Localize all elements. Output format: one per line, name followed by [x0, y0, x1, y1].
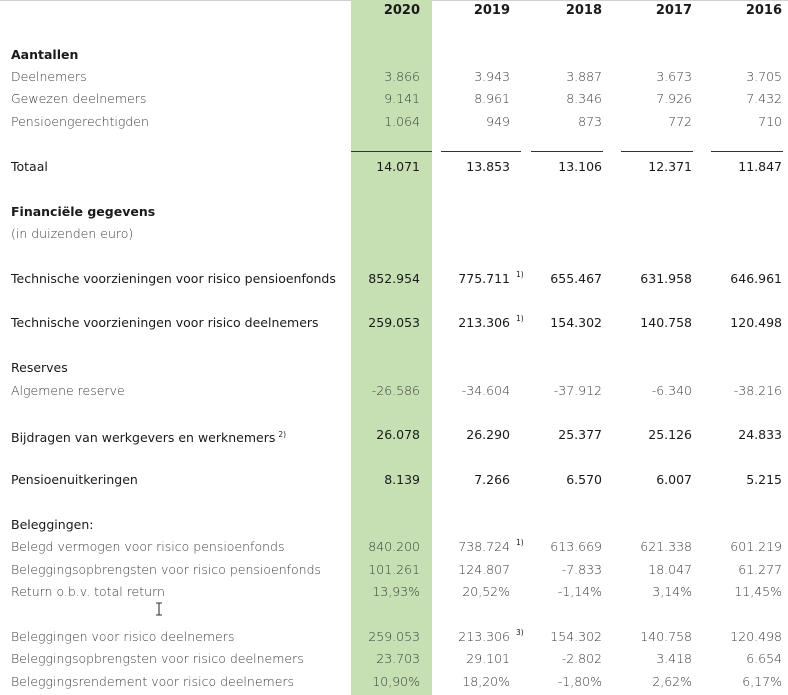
- value-2018: 8.346: [566, 91, 602, 106]
- value-2020: -26.586: [371, 383, 420, 398]
- value-2019: 124.807: [458, 562, 510, 577]
- row-pensioengerechtigden: [0, 111, 788, 133]
- value-2016: 646.961: [730, 271, 782, 286]
- row-tv-deelnemers: [0, 312, 788, 334]
- value-2016: 61.277: [738, 562, 782, 577]
- row-label: Pensioenuitkeringen: [11, 472, 138, 487]
- row-label: Gewezen deelnemers: [11, 91, 147, 106]
- value-2020: 8.139: [384, 472, 420, 487]
- value-2020: 3.866: [384, 69, 420, 84]
- value-2020: 840.200: [368, 539, 420, 554]
- value-2018: 25.377: [558, 427, 602, 442]
- row-label: Technische voorzieningen voor risico deelnemers: [11, 315, 319, 330]
- value-2019: 8.961: [474, 91, 510, 106]
- value-2018: -1,80%: [557, 674, 602, 689]
- value-2016: 5.215: [746, 472, 782, 487]
- year-header-2017: 2017: [655, 3, 692, 18]
- footnote-marker: 2): [278, 430, 287, 439]
- row-opbrengsten-pensioenfonds: [0, 559, 788, 581]
- value-2020: 23.703: [376, 651, 420, 666]
- row-totaal: [0, 156, 788, 178]
- value-2019: 20,52%: [462, 584, 510, 599]
- value-2020: 259.053: [368, 629, 420, 644]
- year-header-2019: 2019: [473, 3, 510, 18]
- row-label: Beleggingsrendement voor risico deelnemers: [11, 674, 295, 689]
- footnote-marker: 1): [516, 314, 524, 323]
- value-2016: 601.219: [730, 539, 782, 554]
- value-2020: 9.141: [384, 91, 420, 106]
- row-label: Beleggingsopbrengsten voor risico deelnemers: [11, 651, 304, 666]
- section-aantallen: [0, 44, 788, 66]
- value-2018: 655.467: [550, 271, 602, 286]
- row-rendement-deelnemers: [0, 671, 788, 693]
- value-2020: 852.954: [368, 271, 420, 286]
- value-2016: -38.216: [733, 383, 782, 398]
- total-rule-2018: [531, 151, 603, 152]
- section-subtitle: (in duizenden euro): [11, 226, 134, 241]
- section-title: Reserves: [11, 360, 68, 375]
- value-2016: 7.432: [746, 91, 782, 106]
- row-gewezen-deelnemers: [0, 88, 788, 110]
- value-2017: 2,62%: [652, 674, 692, 689]
- row-label: [11, 427, 286, 446]
- total-rule-2017: [621, 151, 693, 152]
- value-2019: 3.943: [474, 69, 510, 84]
- value-2018: 3.887: [566, 69, 602, 84]
- value-2016: 120.498: [730, 315, 782, 330]
- section-reserves: [0, 357, 788, 379]
- value-2016: 6.654: [746, 651, 782, 666]
- value-2020: 101.261: [368, 562, 420, 577]
- value-2018: 613.669: [550, 539, 602, 554]
- value-2019: 29.101: [466, 651, 510, 666]
- value-2018: -1,14%: [557, 584, 602, 599]
- total-rule-2016: [711, 151, 783, 152]
- row-label: Totaal: [11, 159, 48, 174]
- value-2019: 775.711: [458, 271, 510, 286]
- row-deelnemers: [0, 66, 788, 88]
- value-2016: 120.498: [730, 629, 782, 644]
- total-rule-2019: [441, 151, 521, 152]
- row-label: Beleggingen voor risico deelnemers: [11, 629, 235, 644]
- row-label: Return o.b.v. total return: [11, 584, 165, 599]
- row-belegd-vermogen: [0, 536, 788, 558]
- value-2017: 140.758: [640, 315, 692, 330]
- value-2017: 3,14%: [652, 584, 692, 599]
- value-2019: 213.306: [458, 315, 510, 330]
- section-financiele-subtitle: [0, 223, 788, 245]
- footnote-marker: 1): [516, 270, 524, 279]
- value-2020: 10,90%: [372, 674, 420, 689]
- value-2017: 12.371: [648, 159, 692, 174]
- section-title: Financiële gegevens: [11, 204, 156, 219]
- value-2019: 738.724: [458, 539, 510, 554]
- row-label: Algemene reserve: [11, 383, 125, 398]
- value-2020: 26.078: [376, 427, 420, 442]
- row-label-text: Bijdragen van werkgevers en werknemers: [11, 430, 276, 446]
- row-tv-pensioenfonds: [0, 268, 788, 290]
- row-label: Belegd vermogen voor risico pensioenfonds: [11, 539, 285, 554]
- row-label: Technische voorzieningen voor risico pensioenfonds: [11, 271, 336, 286]
- value-2018: -2.802: [561, 651, 602, 666]
- value-2016: 6,17%: [742, 674, 782, 689]
- value-2018: 154.302: [550, 315, 602, 330]
- ibeam-cursor-icon: [155, 602, 163, 616]
- value-2016: 710: [758, 114, 782, 129]
- value-2017: 3.418: [656, 651, 692, 666]
- value-2018: -7.833: [561, 562, 602, 577]
- total-rule-2020: [351, 151, 432, 152]
- value-2016: 11.847: [738, 159, 782, 174]
- value-2016: 3.705: [746, 69, 782, 84]
- row-pensioenuitkeringen: [0, 469, 788, 491]
- value-2018: 6.570: [566, 472, 602, 487]
- value-2017: 772: [668, 114, 692, 129]
- footnote-marker: 3): [516, 628, 524, 637]
- value-2018: -37.912: [553, 383, 602, 398]
- section-beleggingen: [0, 514, 788, 536]
- value-2018: 873: [578, 114, 602, 129]
- section-financiele-gegevens: [0, 201, 788, 223]
- row-label: Pensioengerechtigden: [11, 114, 149, 129]
- value-2019: -34.604: [461, 383, 510, 398]
- value-2016: 11,45%: [734, 584, 782, 599]
- row-beleggingen-deelnemers: [0, 626, 788, 648]
- value-2017: 6.007: [656, 472, 692, 487]
- row-opbrengsten-deelnemers: [0, 648, 788, 670]
- value-2018: 154.302: [550, 629, 602, 644]
- value-2019: 13.853: [466, 159, 510, 174]
- value-2019: 949: [486, 114, 510, 129]
- value-2020: 14.071: [376, 159, 420, 174]
- section-title: Beleggingen:: [11, 517, 94, 532]
- value-2019: 18,20%: [462, 674, 510, 689]
- value-2018: 13.106: [558, 159, 602, 174]
- value-2017: -6.340: [651, 383, 692, 398]
- value-2017: 631.958: [640, 271, 692, 286]
- value-2020: 13,93%: [372, 584, 420, 599]
- value-2019: 26.290: [466, 427, 510, 442]
- value-2020: 1.064: [384, 114, 420, 129]
- row-label: Beleggingsopbrengsten voor risico pensioenfonds: [11, 562, 322, 577]
- row-return: [0, 581, 788, 603]
- value-2020: 259.053: [368, 315, 420, 330]
- value-2017: 3.673: [656, 69, 692, 84]
- row-algemene-reserve: [0, 380, 788, 402]
- value-2017: 140.758: [640, 629, 692, 644]
- section-title: Aantallen: [11, 47, 79, 62]
- value-2019: 7.266: [474, 472, 510, 487]
- value-2019: 213.306: [458, 629, 510, 644]
- footnote-marker: 1): [516, 538, 524, 547]
- row-bijdragen: [0, 424, 788, 446]
- year-header-2016: 2016: [745, 3, 782, 18]
- value-2017: 7.926: [656, 91, 692, 106]
- year-header-2020: 2020: [383, 3, 420, 18]
- row-label: Deelnemers: [11, 69, 87, 84]
- year-header-row: [0, 0, 788, 22]
- year-header-2018: 2018: [565, 3, 602, 18]
- value-2017: 25.126: [648, 427, 692, 442]
- value-2016: 24.833: [738, 427, 782, 442]
- value-2017: 621.338: [640, 539, 692, 554]
- value-2017: 18.047: [648, 562, 692, 577]
